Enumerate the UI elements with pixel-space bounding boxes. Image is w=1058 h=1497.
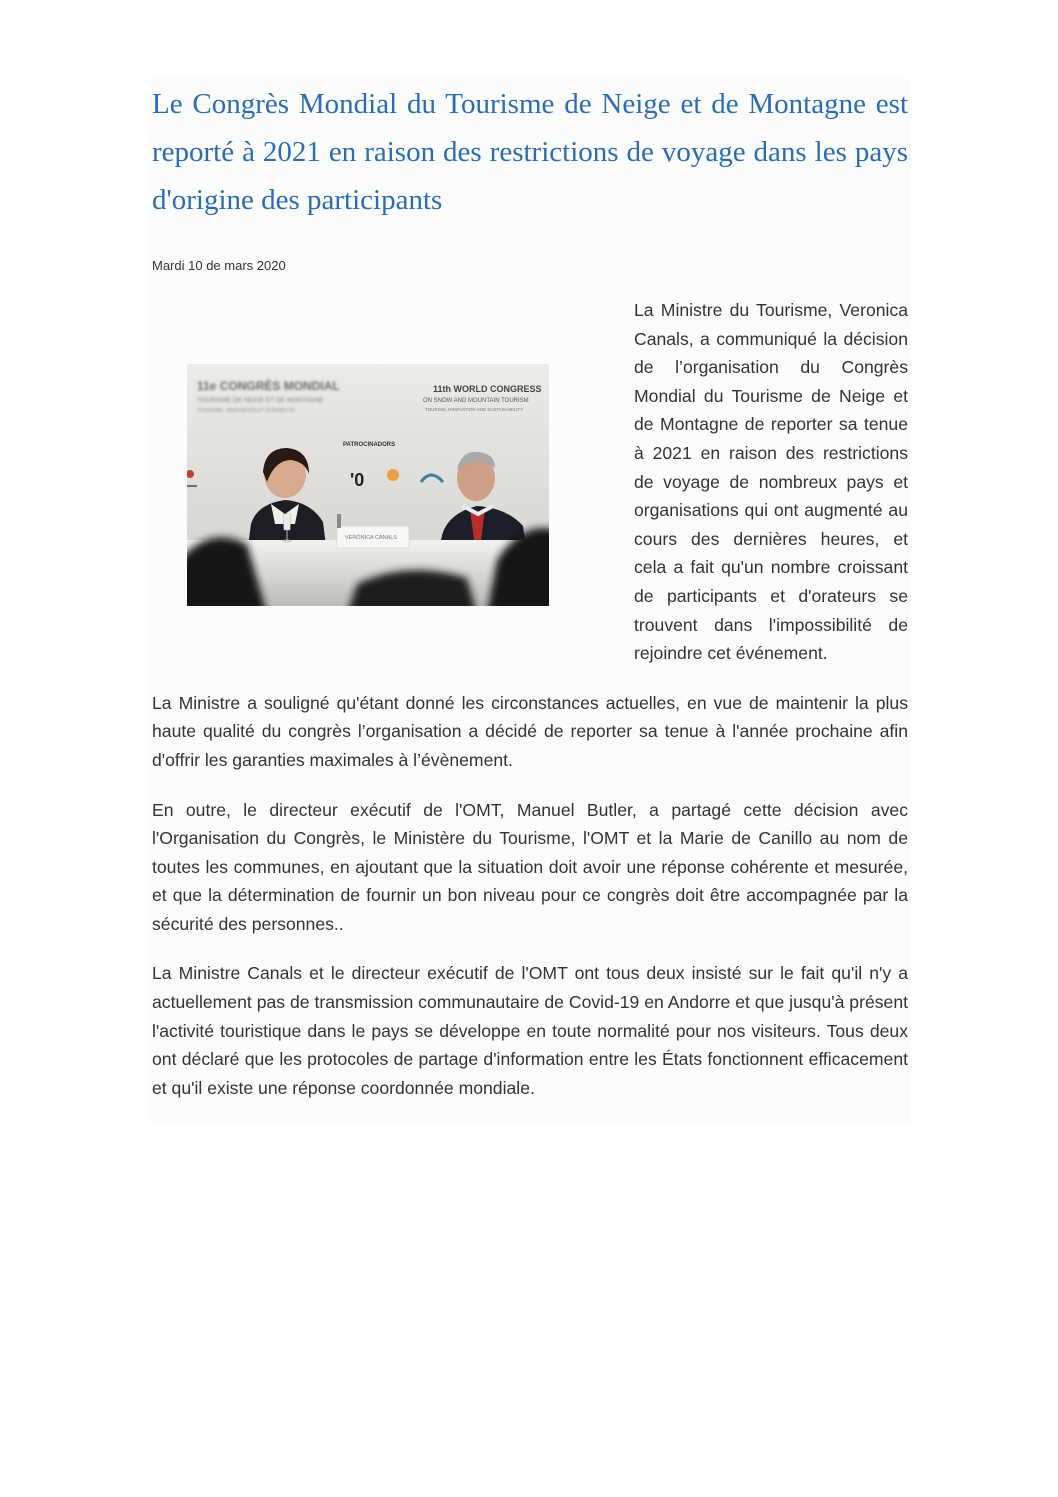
banner-left-title: 11e CONGRÈS MONDIAL [197,379,340,393]
banner-right-tagline: TOURISM, INNOVATION AND SUSTAINABILITY [425,407,524,412]
nameplate-text: VERÒNICA CANALS [345,535,397,541]
banner-left-tagline: TOURISME, INNOVATION ET DURABILITÉ [197,408,295,414]
paragraph: En outre, le directeur exécutif de l'OMT, Manuel Butler, a partagé cette décision avec l'Organisation du Congrès, le Ministère du Tourisme, l'OMT et la Marie de Canillo au nom de toutes les communes, en ajoutant que la situation doit avoir une réponse cohérente et mesurée, et que la détermination de fournir un bon niveau pour ce congrès doit être accompagnée par la sécurité des personnes.. [152,799,908,934]
banner-right-subtitle: ON SNOW AND MOUNTAIN TOURISM [423,398,529,404]
paragraph: La Ministre du Tourisme, Veronica Canals, a communiqué la décision de l’organisation du Congrès Mondial du Tourisme de Neige et de Montagne de reporter sa tenue à 2021 en raison des restrictions de voyage de nombreux pays et organisations qui ont augmenté au cours des dernières heures, et cela a fait qu'un nombre croissant de participants et d'orateurs se trouvent dans l'impossibilité de rejoindre cet événement. [634,300,908,664]
banner-left-subtitle: TOURISME DE NEIGE ET DE MONTAGNE [197,397,324,404]
article-title: Le Congrès Mondial du Tourisme de Neige et de Montagne est reporté à 2021 en raison des restrictions de voyage dans les pays d'origine des participants [152,88,908,216]
svg-text:'0: '0 [350,470,365,490]
banner-right-title: 11th WORLD CONGRESS [433,384,542,394]
conference-photo [187,364,549,606]
article-figure [152,296,634,686]
conference-photo-image [187,364,549,606]
paragraph: La Ministre Canals et le directeur exécutif de l'OMT ont tous deux insisté sur le fait qu'il n'y a actuellement pas de transmission communautaire de Covid-19 en Andorre et que jusqu'à présent l'activité touristique dans le pays se développe en toute normalité pour nos visiteurs. Tous deux ont déclaré que les protocoles de partage d'information entre les États fonctionnent efficacement et qu'il existe une réponse coordonnée mondiale. [152,963,908,1098]
paragraph: La Ministre a souligné qu'étant donné les circonstances actuelles, en vue de maintenir la plus haute qualité du congrès l’organisation a décidé de reporter sa tenue à l'année prochaine afin d'offrir les garanties maximales à l’évènement. [152,692,908,770]
article-body [148,296,910,1102]
article-date: Mardi 10 de mars 2020 [152,258,286,273]
article [148,78,910,1123]
nameplate [337,526,409,548]
sponsors-label: PATROCINADORS [343,442,396,448]
